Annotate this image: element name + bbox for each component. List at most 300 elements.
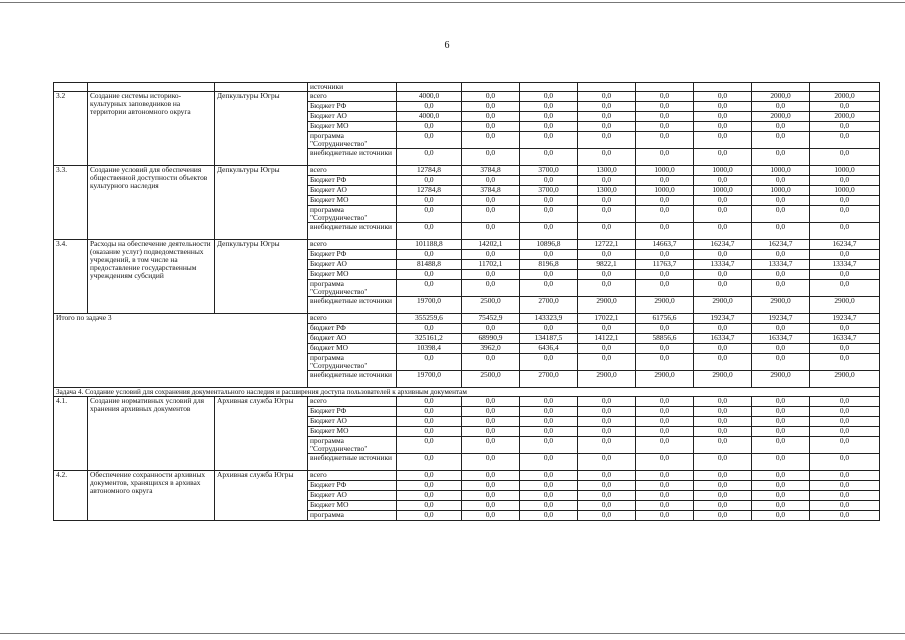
value-cell: 0,0 — [752, 223, 810, 240]
value-cell: 0,0 — [636, 437, 694, 454]
value-cell: 0,0 — [462, 92, 520, 102]
value-cell: 0,0 — [694, 112, 752, 122]
funding-source: программа "Сотрудничество" — [308, 437, 397, 454]
value-cell: 0,0 — [462, 149, 520, 166]
value-cell: 12722,1 — [578, 240, 636, 250]
funding-source: Бюджет РФ — [308, 407, 397, 417]
value-cell: 13334,7 — [694, 260, 752, 270]
value-cell: 10896,8 — [520, 240, 578, 250]
value-cell: 0,0 — [636, 354, 694, 371]
value-cell: 0,0 — [752, 324, 810, 334]
value-cell: 0,0 — [636, 176, 694, 186]
value-cell: 1000,0 — [810, 186, 880, 196]
value-cell: 0,0 — [520, 491, 578, 501]
value-cell: 1000,0 — [694, 166, 752, 176]
value-cell: 0,0 — [578, 427, 636, 437]
value-cell: 61756,6 — [636, 314, 694, 324]
value-cell: 1000,0 — [694, 186, 752, 196]
funding-source: всего — [308, 397, 397, 407]
value-cell: 0,0 — [578, 176, 636, 186]
value-cell: 0,0 — [397, 511, 462, 521]
value-cell: 12784,8 — [397, 186, 462, 196]
value-cell: 0,0 — [752, 206, 810, 223]
value-cell — [520, 83, 578, 92]
value-cell: 0,0 — [520, 122, 578, 132]
value-cell: 0,0 — [520, 437, 578, 454]
value-cell: 0,0 — [694, 196, 752, 206]
funding-source: Бюджет РФ — [308, 250, 397, 260]
value-cell: 0,0 — [694, 149, 752, 166]
value-cell: 0,0 — [462, 206, 520, 223]
value-cell: 0,0 — [810, 102, 880, 112]
funding-source: Бюджет МО — [308, 501, 397, 511]
funding-source: внебюджетные источники — [308, 454, 397, 471]
value-cell: 2900,0 — [810, 371, 880, 388]
funding-source: программа "Сотрудничество" — [308, 354, 397, 371]
value-cell: 0,0 — [636, 270, 694, 280]
value-cell: 0,0 — [520, 196, 578, 206]
value-cell: 0,0 — [636, 280, 694, 297]
value-cell: 0,0 — [694, 437, 752, 454]
value-cell: 0,0 — [578, 354, 636, 371]
value-cell: 2900,0 — [694, 297, 752, 314]
value-cell: 0,0 — [520, 270, 578, 280]
value-cell: 0,0 — [810, 280, 880, 297]
value-cell: 2000,0 — [752, 112, 810, 122]
value-cell: 0,0 — [694, 397, 752, 407]
value-cell: 0,0 — [462, 491, 520, 501]
value-cell: 0,0 — [752, 397, 810, 407]
value-cell: 3700,0 — [520, 186, 578, 196]
value-cell: 0,0 — [520, 407, 578, 417]
value-cell: 0,0 — [752, 176, 810, 186]
value-cell: 0,0 — [578, 223, 636, 240]
value-cell: 16334,7 — [810, 334, 880, 344]
value-cell: 0,0 — [694, 250, 752, 260]
funding-source: бюджет РФ — [308, 324, 397, 334]
value-cell: 0,0 — [397, 471, 462, 481]
value-cell: 0,0 — [752, 437, 810, 454]
funding-source: программа — [308, 511, 397, 521]
value-cell: 0,0 — [810, 454, 880, 471]
funding-source: всего — [308, 92, 397, 102]
value-cell: 0,0 — [752, 344, 810, 354]
value-cell: 0,0 — [520, 280, 578, 297]
value-cell: 0,0 — [752, 454, 810, 471]
value-cell: 0,0 — [636, 427, 694, 437]
table-row — [54, 166, 880, 176]
funding-source: Бюджет МО — [308, 270, 397, 280]
value-cell: 0,0 — [694, 454, 752, 471]
value-cell — [810, 83, 880, 92]
value-cell: 0,0 — [578, 481, 636, 491]
value-cell: 0,0 — [694, 132, 752, 149]
value-cell: 0,0 — [578, 102, 636, 112]
value-cell: 0,0 — [694, 223, 752, 240]
value-cell: 0,0 — [520, 511, 578, 521]
value-cell: 0,0 — [462, 102, 520, 112]
funding-source: Бюджет АО — [308, 112, 397, 122]
value-cell: 0,0 — [462, 511, 520, 521]
value-cell: 1300,0 — [578, 166, 636, 176]
value-cell: 19234,7 — [810, 314, 880, 324]
activity-number: 3.2 — [54, 92, 88, 166]
value-cell: 0,0 — [694, 511, 752, 521]
value-cell: 0,0 — [462, 397, 520, 407]
value-cell: 1000,0 — [810, 166, 880, 176]
value-cell: 0,0 — [397, 454, 462, 471]
funding-source: всего — [308, 240, 397, 250]
value-cell: 11763,7 — [636, 260, 694, 270]
funding-source: Бюджет РФ — [308, 481, 397, 491]
scan-top-edge — [0, 2, 905, 3]
value-cell: 0,0 — [810, 206, 880, 223]
value-cell: 0,0 — [462, 280, 520, 297]
executor-cell — [215, 83, 308, 92]
funding-source: Бюджет МО — [308, 427, 397, 437]
value-cell — [397, 83, 462, 92]
value-cell: 16334,7 — [694, 334, 752, 344]
activity-number: 3.3. — [54, 166, 88, 240]
value-cell: 12784,8 — [397, 166, 462, 176]
value-cell: 0,0 — [694, 344, 752, 354]
value-cell: 0,0 — [578, 407, 636, 417]
table-row — [54, 240, 880, 250]
value-cell: 0,0 — [752, 122, 810, 132]
value-cell: 0,0 — [578, 206, 636, 223]
value-cell: 0,0 — [636, 344, 694, 354]
page-number: 6 — [444, 40, 450, 51]
value-cell: 0,0 — [694, 491, 752, 501]
value-cell: 0,0 — [636, 407, 694, 417]
value-cell: 0,0 — [397, 280, 462, 297]
value-cell: 0,0 — [694, 324, 752, 334]
value-cell: 0,0 — [636, 149, 694, 166]
value-cell: 0,0 — [810, 324, 880, 334]
value-cell: 0,0 — [694, 176, 752, 186]
value-cell: 0,0 — [752, 407, 810, 417]
value-cell: 0,0 — [810, 132, 880, 149]
value-cell: 325161,2 — [397, 334, 462, 344]
value-cell: 2900,0 — [578, 297, 636, 314]
value-cell: 0,0 — [810, 344, 880, 354]
scan-bottom-edge — [0, 633, 905, 634]
value-cell: 0,0 — [810, 491, 880, 501]
value-cell: 0,0 — [462, 122, 520, 132]
value-cell: 0,0 — [578, 417, 636, 427]
value-cell: 19700,0 — [397, 297, 462, 314]
value-cell: 0,0 — [636, 196, 694, 206]
value-cell: 0,0 — [397, 176, 462, 186]
value-cell: 0,0 — [520, 481, 578, 491]
value-cell: 0,0 — [752, 511, 810, 521]
value-cell: 2900,0 — [636, 297, 694, 314]
value-cell: 2900,0 — [578, 371, 636, 388]
funding-source: Бюджет АО — [308, 260, 397, 270]
funding-source: внебюджетные источники — [308, 371, 397, 388]
value-cell: 0,0 — [578, 280, 636, 297]
value-cell: 0,0 — [397, 132, 462, 149]
value-cell: 2700,0 — [520, 371, 578, 388]
value-cell: 2900,0 — [694, 371, 752, 388]
value-cell: 0,0 — [636, 417, 694, 427]
value-cell: 0,0 — [462, 437, 520, 454]
value-cell: 0,0 — [810, 223, 880, 240]
value-cell: 0,0 — [752, 427, 810, 437]
value-cell: 0,0 — [462, 481, 520, 491]
value-cell: 0,0 — [636, 122, 694, 132]
value-cell: 0,0 — [694, 427, 752, 437]
value-cell: 1000,0 — [636, 186, 694, 196]
value-cell: 0,0 — [520, 176, 578, 186]
value-cell: 0,0 — [520, 427, 578, 437]
activity-name: Обеспечение сохранности архивных документов, хранящихся в архивах автономного округа — [88, 471, 215, 521]
value-cell: 0,0 — [578, 112, 636, 122]
value-cell: 0,0 — [578, 324, 636, 334]
value-cell: 0,0 — [578, 454, 636, 471]
table-row — [54, 397, 880, 407]
value-cell: 0,0 — [462, 112, 520, 122]
value-cell: 0,0 — [397, 417, 462, 427]
value-cell: 17022,1 — [578, 314, 636, 324]
value-cell: 0,0 — [752, 354, 810, 371]
value-cell: 2000,0 — [810, 92, 880, 102]
value-cell: 0,0 — [810, 437, 880, 454]
value-cell: 0,0 — [397, 397, 462, 407]
executor-name: Архивная служба Югры — [215, 397, 308, 471]
value-cell: 0,0 — [752, 250, 810, 260]
activity-number: 4.1. — [54, 397, 88, 471]
value-cell: 3700,0 — [520, 166, 578, 176]
value-cell: 0,0 — [752, 270, 810, 280]
value-cell: 0,0 — [636, 223, 694, 240]
value-cell: 0,0 — [636, 92, 694, 102]
value-cell: 0,0 — [520, 324, 578, 334]
value-cell: 0,0 — [578, 491, 636, 501]
value-cell: 0,0 — [520, 250, 578, 260]
funding-source: Бюджет РФ — [308, 102, 397, 112]
value-cell: 0,0 — [810, 481, 880, 491]
activity-name: Создание нормативных условий для хранения архивных документов — [88, 397, 215, 471]
value-cell: 4000,0 — [397, 112, 462, 122]
value-cell: 0,0 — [397, 437, 462, 454]
value-cell: 0,0 — [462, 270, 520, 280]
value-cell: 0,0 — [462, 407, 520, 417]
value-cell: 0,0 — [578, 437, 636, 454]
value-cell: 19700,0 — [397, 371, 462, 388]
value-cell: 0,0 — [810, 427, 880, 437]
value-cell: 0,0 — [810, 176, 880, 186]
value-cell: 0,0 — [520, 397, 578, 407]
executor-name: Депкультуры Югры — [215, 240, 308, 314]
value-cell: 16334,7 — [752, 334, 810, 344]
value-cell: 0,0 — [752, 132, 810, 149]
funding-source: Бюджет РФ — [308, 176, 397, 186]
funding-source: Бюджет МО — [308, 122, 397, 132]
value-cell: 0,0 — [636, 250, 694, 260]
value-cell: 0,0 — [578, 471, 636, 481]
value-cell: 4000,0 — [397, 92, 462, 102]
value-cell: 0,0 — [752, 491, 810, 501]
value-cell: 0,0 — [462, 501, 520, 511]
funding-source: Бюджет МО — [308, 196, 397, 206]
value-cell: 0,0 — [520, 471, 578, 481]
value-cell: 0,0 — [397, 481, 462, 491]
executor-name: Архивная служба Югры — [215, 471, 308, 521]
value-cell: 2500,0 — [462, 371, 520, 388]
value-cell: 75452,9 — [462, 314, 520, 324]
funding-source: всего — [308, 166, 397, 176]
value-cell: 1000,0 — [752, 166, 810, 176]
value-cell: 0,0 — [636, 454, 694, 471]
value-cell — [752, 83, 810, 92]
value-cell: 10398,4 — [397, 344, 462, 354]
value-cell: 0,0 — [752, 481, 810, 491]
value-cell: 1000,0 — [752, 186, 810, 196]
value-cell: 2000,0 — [810, 112, 880, 122]
value-cell: 0,0 — [752, 501, 810, 511]
value-cell: 9822,1 — [578, 260, 636, 270]
value-cell: 0,0 — [636, 324, 694, 334]
value-cell: 0,0 — [636, 397, 694, 407]
value-cell: 0,0 — [397, 491, 462, 501]
task-header-row — [54, 388, 880, 397]
value-cell: 0,0 — [578, 132, 636, 149]
value-cell: 0,0 — [694, 92, 752, 102]
value-cell: 0,0 — [520, 112, 578, 122]
value-cell: 2900,0 — [810, 297, 880, 314]
source-label: источники — [308, 83, 397, 92]
value-cell: 0,0 — [578, 501, 636, 511]
value-cell: 0,0 — [578, 511, 636, 521]
value-cell: 0,0 — [462, 132, 520, 149]
value-cell: 0,0 — [520, 149, 578, 166]
value-cell: 0,0 — [636, 501, 694, 511]
value-cell: 0,0 — [520, 102, 578, 112]
value-cell: 0,0 — [636, 112, 694, 122]
value-cell: 0,0 — [810, 196, 880, 206]
value-cell: 0,0 — [636, 471, 694, 481]
activity-name: Создание условий для обеспечения общественной доступности объектов культурного наследия — [88, 166, 215, 240]
funding-source: программа "Сотрудничество" — [308, 132, 397, 149]
value-cell: 0,0 — [578, 270, 636, 280]
value-cell: 0,0 — [520, 132, 578, 149]
value-cell: 0,0 — [397, 501, 462, 511]
funding-source: всего — [308, 314, 397, 324]
value-cell: 0,0 — [397, 270, 462, 280]
value-cell: 0,0 — [578, 344, 636, 354]
value-cell: 16234,7 — [694, 240, 752, 250]
value-cell: 3962,0 — [462, 344, 520, 354]
value-cell: 0,0 — [694, 206, 752, 223]
value-cell: 0,0 — [462, 223, 520, 240]
number-cell — [54, 83, 88, 92]
value-cell: 0,0 — [636, 511, 694, 521]
value-cell — [694, 83, 752, 92]
value-cell: 0,0 — [397, 223, 462, 240]
value-cell: 0,0 — [636, 102, 694, 112]
value-cell: 81488,8 — [397, 260, 462, 270]
value-cell: 0,0 — [752, 417, 810, 427]
value-cell: 0,0 — [694, 407, 752, 417]
activity-name-cell — [88, 83, 215, 92]
value-cell: 0,0 — [694, 417, 752, 427]
funding-source: программа "Сотрудничество" — [308, 280, 397, 297]
value-cell: 0,0 — [694, 122, 752, 132]
funding-source: Бюджет АО — [308, 186, 397, 196]
value-cell: 0,0 — [397, 102, 462, 112]
value-cell: 3784,8 — [462, 186, 520, 196]
value-cell: 0,0 — [694, 354, 752, 371]
value-cell: 0,0 — [810, 250, 880, 260]
value-cell: 0,0 — [810, 122, 880, 132]
value-cell: 1300,0 — [578, 186, 636, 196]
value-cell: 0,0 — [636, 481, 694, 491]
table-body — [54, 83, 880, 521]
value-cell: 0,0 — [397, 206, 462, 223]
funding-source: всего — [308, 471, 397, 481]
funding-source: бюджет МО — [308, 344, 397, 354]
funding-source: внебюджетные источники — [308, 223, 397, 240]
value-cell: 1000,0 — [636, 166, 694, 176]
task-title: Задача 4. Создание условий для сохранения документального наследия и расширения доступа пользователей к архивным документам — [54, 388, 880, 397]
value-cell: 0,0 — [578, 149, 636, 166]
value-cell: 0,0 — [810, 511, 880, 521]
value-cell: 0,0 — [578, 122, 636, 132]
value-cell: 2900,0 — [752, 371, 810, 388]
value-cell: 143323,9 — [520, 314, 578, 324]
value-cell: 2900,0 — [636, 371, 694, 388]
value-cell: 0,0 — [636, 206, 694, 223]
value-cell: 0,0 — [694, 501, 752, 511]
value-cell: 0,0 — [397, 196, 462, 206]
value-cell: 0,0 — [397, 427, 462, 437]
funding-source: Бюджет АО — [308, 417, 397, 427]
value-cell: 0,0 — [810, 417, 880, 427]
executor-name: Депкультуры Югры — [215, 166, 308, 240]
funding-source: внебюджетные источники — [308, 149, 397, 166]
value-cell: 13334,7 — [810, 260, 880, 270]
value-cell: 0,0 — [810, 471, 880, 481]
value-cell: 0,0 — [520, 354, 578, 371]
value-cell: 0,0 — [578, 92, 636, 102]
value-cell: 0,0 — [810, 407, 880, 417]
value-cell: 0,0 — [520, 206, 578, 223]
total-label: Итого по задаче 3 — [54, 314, 308, 388]
value-cell: 0,0 — [462, 354, 520, 371]
value-cell: 0,0 — [520, 454, 578, 471]
funding-source: бюджет АО — [308, 334, 397, 344]
value-cell — [462, 83, 520, 92]
activity-number: 4.2. — [54, 471, 88, 521]
value-cell: 0,0 — [462, 417, 520, 427]
value-cell: 0,0 — [578, 196, 636, 206]
value-cell: 0,0 — [810, 270, 880, 280]
value-cell: 101188,8 — [397, 240, 462, 250]
value-cell: 0,0 — [694, 280, 752, 297]
value-cell: 0,0 — [462, 196, 520, 206]
value-cell: 0,0 — [636, 132, 694, 149]
value-cell: 68990,9 — [462, 334, 520, 344]
value-cell: 0,0 — [397, 354, 462, 371]
value-cell: 0,0 — [810, 354, 880, 371]
value-cell — [578, 83, 636, 92]
value-cell: 0,0 — [752, 102, 810, 112]
value-cell: 0,0 — [520, 501, 578, 511]
value-cell: 0,0 — [462, 427, 520, 437]
value-cell: 0,0 — [752, 196, 810, 206]
value-cell: 13334,7 — [752, 260, 810, 270]
